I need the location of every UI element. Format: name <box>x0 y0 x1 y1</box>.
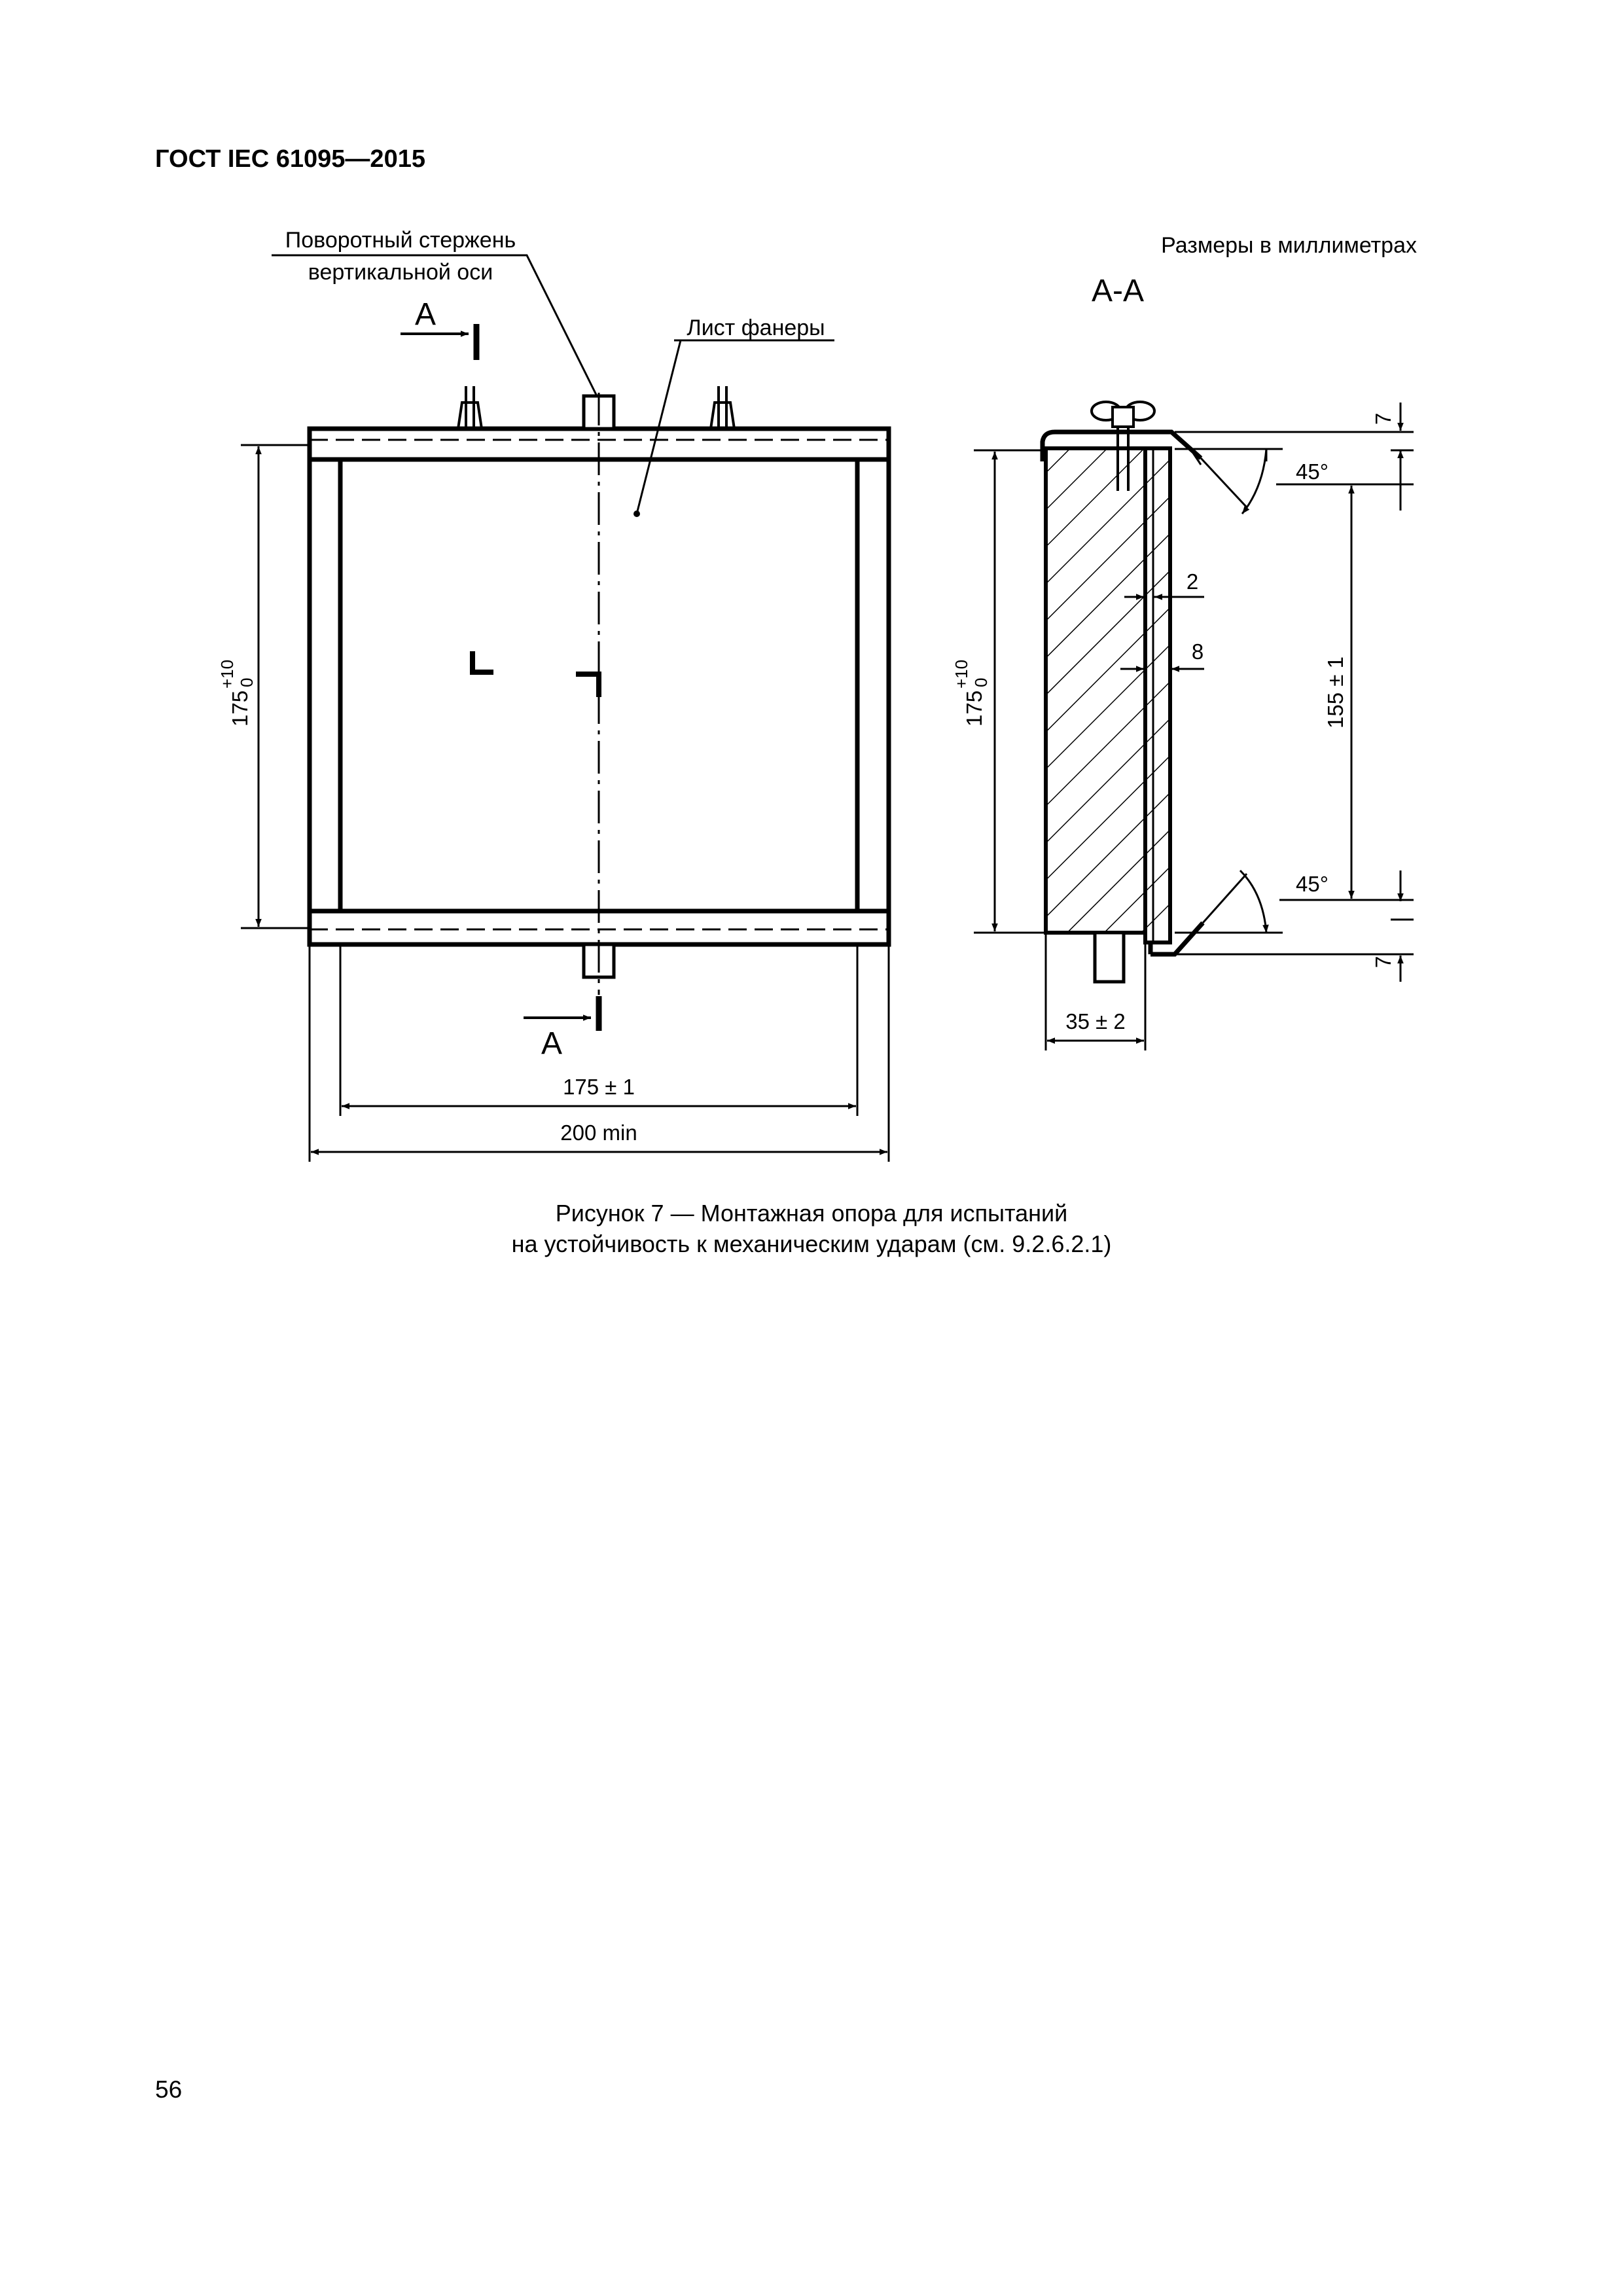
dim-width-outer: 200 min <box>560 1121 637 1145</box>
page-number: 56 <box>155 2076 183 2103</box>
section-title: А-А <box>1091 274 1145 308</box>
pivot-bottom-section <box>1095 933 1124 982</box>
dim-inner-height: 155 ± 1 <box>1323 656 1347 728</box>
plywood-sheet <box>1145 448 1170 942</box>
dim-height-section: 175 <box>962 690 986 726</box>
dim-angle-top: 45° <box>1296 459 1329 484</box>
section-view <box>952 233 1417 1050</box>
section-mark-top: А <box>414 297 437 332</box>
dim-plate-thickness: 8 <box>1191 639 1204 664</box>
wing-bolt-right <box>711 386 734 429</box>
dim-height-front: 175 <box>228 690 252 726</box>
section-mark-bottom: А <box>541 1026 563 1061</box>
dim-width-inner: 175 ± 1 <box>563 1075 635 1099</box>
corner-mark-right <box>576 674 599 697</box>
label-pivot-line1: Поворотный стержень <box>285 228 516 253</box>
hatched-block <box>1046 448 1145 933</box>
units-note: Размеры в миллиметрах <box>1161 233 1417 258</box>
figure-caption-line2: на устойчивость к механическим ударам (см. 9.2.6.2.1) <box>511 1230 1112 1257</box>
dim-depth: 35 ± 2 <box>1065 1009 1126 1033</box>
dim-flange-bottom: 7 <box>1371 956 1395 969</box>
dim-plate-gap: 2 <box>1186 569 1199 594</box>
dim-height-section-tol-lower: 0 <box>971 677 991 687</box>
document-header: ГОСТ IEC 61095—2015 <box>155 145 425 173</box>
wing-bolt-left <box>458 386 482 429</box>
dim-flange-top: 7 <box>1371 412 1395 425</box>
dim-angle-bottom: 45° <box>1296 872 1329 896</box>
dim-height-section-tol-upper: +10 <box>952 659 971 689</box>
dim-height-front-tol-upper: +10 <box>217 659 237 689</box>
front-view <box>217 228 889 1162</box>
figure-caption-line1: Рисунок 7 — Монтажная опора для испытаний <box>555 1200 1068 1227</box>
label-pivot-line2: вертикальной оси <box>308 260 493 285</box>
corner-mark-left <box>473 651 493 672</box>
label-plywood: Лист фанеры <box>687 315 825 340</box>
dim-height-front-tol-lower: 0 <box>237 677 257 687</box>
